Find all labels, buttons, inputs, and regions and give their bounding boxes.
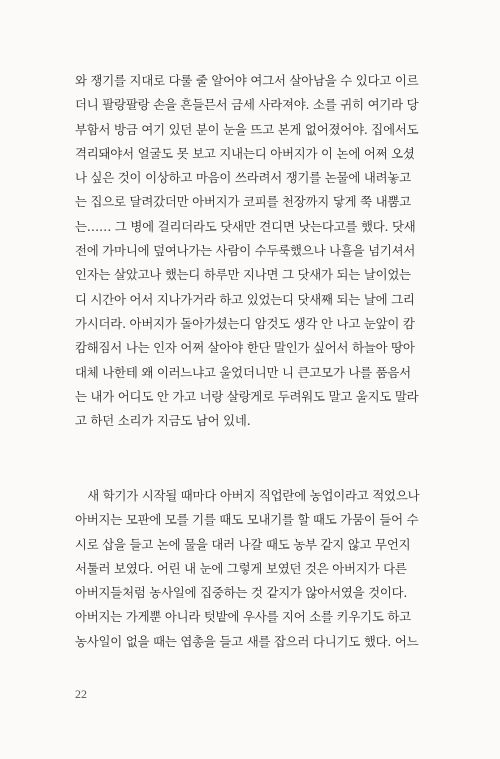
text-line: 는 내가 어디도 안 가고 너랑 살랑게로 두려워도 말고 울지도 말라 [75, 388, 419, 404]
text-line: 대체 나한테 왜 이러느냐고 울었더니만 니 큰고모가 나를 품음서 [75, 364, 411, 380]
text-line: 는…… 그 병에 걸리더라도 닷새만 견디면 낫는다고를 했다. 닷새 [75, 218, 416, 234]
text-line: 격리돼야서 얼굴도 못 보고 지내는디 아버지가 이 논에 어쩌 오셨 [75, 145, 415, 161]
page-number: 22 [75, 687, 87, 701]
text-line: 인자는 살았고나 했는디 하루만 지나면 그 닷새가 되는 날이었는 [75, 267, 411, 283]
text-line: 더니 팔랑팔랑 손을 흔들믄서 금세 사라져야. 소를 귀히 여기라 당 [75, 97, 419, 113]
paragraph-1 [75, 69, 427, 433]
text-line: 캄해짐서 나는 인자 어쩌 살아야 한단 말인가 싶어서 하늘아 땅아 [75, 340, 415, 356]
paragraph-2 [75, 484, 427, 654]
text-line: 아버지는 모판에 모를 기를 때도 모내기를 할 때도 가뭄이 들어 수 [75, 512, 419, 528]
text-line: 와 쟁기를 지대로 다룰 줄 알어야 여그서 살아남을 수 있다고 이르 [75, 73, 419, 88]
text-line: 가시더라. 아버지가 돌아가셨는디 암것도 생각 안 나고 눈앞이 캄 [75, 315, 415, 331]
text-line: 전에 가마니에 덮여나가는 사람이 수두룩했으나 나흘을 넘기셔서 [75, 243, 416, 259]
text-line: 새 학기가 시작될 때마다 아버지 직업란에 농업이라고 적었으나 [75, 488, 420, 503]
text-line: 는 집으로 달려갔더만 아버지가 코피를 천장까지 닿게 쭉 내뿜고 [75, 194, 411, 210]
text-line: 농사일이 없을 때는 엽총을 들고 새를 잡으러 다니기도 했다. 어느 [75, 633, 419, 649]
text-line: 시로 삽을 들고 논에 물을 대러 나갈 때도 농부 같지 않고 무언지 [75, 536, 411, 552]
text-line: 아버지는 가게뿐 아니라 텃밭에 우사를 지어 소를 키우기도 하고 [75, 609, 411, 625]
text-line: 아버지들처럼 농사일에 집중하는 것 같지가 않아서였을 것이다. [75, 585, 408, 601]
text-line: 디 시간아 어서 지나가거라 하고 있었는디 닷새째 되는 날에 그리 [75, 291, 415, 307]
text-line: 서툴러 보였다. 어린 내 눈에 그렇게 보였던 것은 아버지가 다른 [75, 560, 407, 576]
text-line: 나 싶은 것이 이상하고 마음이 쓰라려서 쟁기를 논물에 내려놓고 [75, 170, 411, 186]
text-line: 고 하던 소리가 지금도 남어 있네. [75, 413, 251, 429]
text-line: 부함서 방금 여기 있던 분이 눈을 뜨고 본게 없어졌어야. 집에서도 [75, 121, 419, 137]
